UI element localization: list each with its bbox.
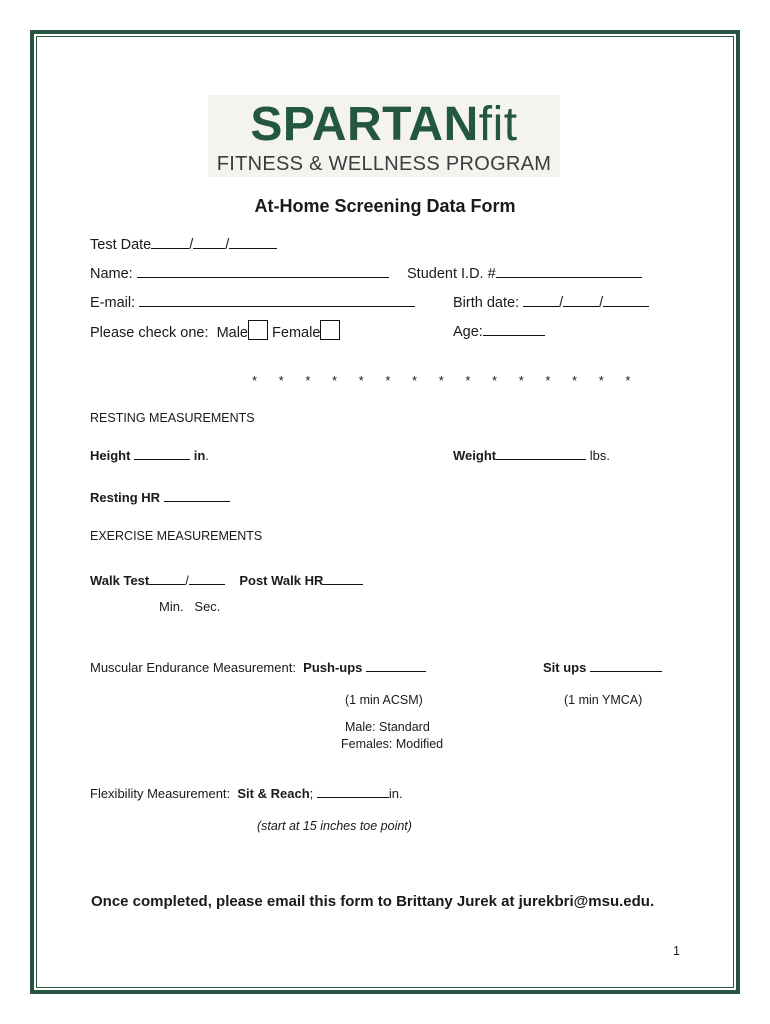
flexibility-row: Flexibility Measurement: Sit & Reach; in. [90,783,403,801]
footer-instruction: Once completed, please email this form to Brittany Jurek at jurekbri@msu.edu. [91,893,655,910]
flex-unit: in. [388,786,403,801]
exercise-heading: EXERCISE MEASUREMENTS [90,529,263,543]
logo-subtitle: FITNESS & WELLNESS PROGRAM [216,153,552,175]
test-date-year-field[interactable] [229,234,277,249]
situps-field[interactable] [590,657,662,672]
min-label: Min. [159,599,184,614]
flexibility-label: Flexibility Measurement: [90,786,231,801]
gender-row [90,320,340,341]
weight-unit: lbs. [589,448,610,463]
page-border-inner [36,36,734,988]
resting-hr-field[interactable] [164,487,230,502]
birth-day-field[interactable] [563,292,599,307]
age-label: Age: [453,324,483,340]
sit-reach-label: Sit & Reach [237,786,310,801]
pushups-label: Push-ups [303,660,363,675]
height-unit: in [193,448,206,463]
weight-label: Weight [453,448,497,463]
post-walk-hr-field[interactable] [323,570,363,585]
walk-test-row: Walk Test / Post Walk HR [90,570,363,588]
birth-year-field[interactable] [603,292,649,307]
spartanfit-logo [208,95,560,177]
sit-reach-field[interactable] [317,783,389,798]
age-field[interactable] [483,321,545,336]
name-row [90,263,389,282]
test-date-day-field[interactable] [193,234,225,249]
page-number: 1 [673,944,680,958]
resting-hr-label: Resting HR [90,490,161,505]
muscular-label: Muscular Endurance Measurement: [90,660,296,675]
situps-note: (1 min YMCA) [564,693,643,707]
male-label: Male [216,325,248,341]
student-id-row [407,263,642,282]
male-standard-note: Male: Standard [345,720,430,734]
birth-date-row: Birth date: / / [453,292,649,311]
resting-heading: RESTING MEASUREMENTS [90,411,255,425]
height-field[interactable] [134,445,190,460]
birth-month-field[interactable] [523,292,559,307]
email-row [90,292,415,311]
post-walk-hr-label: Post Walk HR [239,573,324,588]
situps-row [543,657,662,675]
female-label: Female [272,325,321,341]
logo-wordmark: SPARTANfit [250,98,518,151]
weight-row [453,445,610,463]
muscular-row [90,657,426,675]
student-id-field[interactable] [496,263,642,278]
name-label: Name: [90,266,133,282]
test-date-label: Test Date [90,237,152,253]
resting-hr-row [90,487,230,505]
flex-note: (start at 15 inches toe point) [257,819,412,833]
test-date-row: Test Date / / [90,234,277,253]
student-id-label: Student I.D. # [407,266,496,282]
female-modified-note: Females: Modified [341,737,444,751]
birth-date-label: Birth date: [453,295,520,311]
name-field[interactable] [137,263,389,278]
age-row [453,321,545,340]
email-label: E-mail: [90,295,136,311]
male-checkbox[interactable] [248,320,268,340]
situps-label: Sit ups [543,660,587,675]
female-checkbox[interactable] [320,320,340,340]
walk-units-row [159,599,220,614]
weight-field[interactable] [496,445,586,460]
form-title: At-Home Screening Data Form [254,196,516,216]
walk-test-sec-field[interactable] [189,570,225,585]
test-date-month-field[interactable] [151,234,189,249]
walk-test-label: Walk Test [90,573,150,588]
height-label: Height [90,448,131,463]
sec-label: Sec. [194,599,221,614]
separator-stars: * * * * * * * * * * * * * * * [252,373,640,388]
email-field[interactable] [139,292,415,307]
walk-test-min-field[interactable] [149,570,185,585]
check-one-label: Please check one: [90,325,209,341]
pushups-note: (1 min ACSM) [345,693,423,707]
pushups-field[interactable] [366,657,426,672]
height-row: Height in. [90,445,209,463]
